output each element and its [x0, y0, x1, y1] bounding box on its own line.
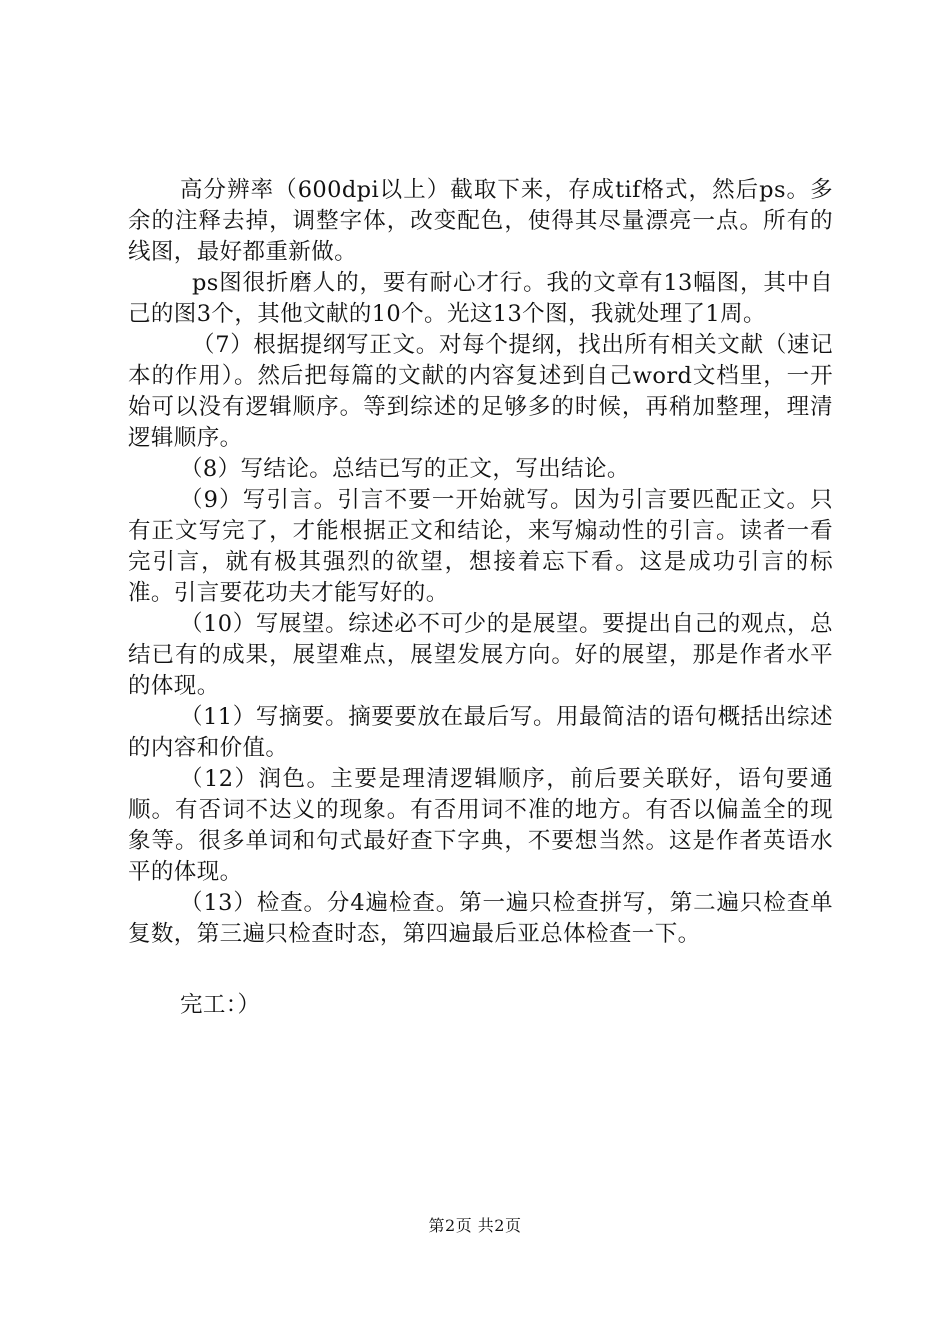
- paragraph-high-resolution: 高分辨率（600dpi以上）截取下来，存成tif格式，然后ps。多余的注释去掉，调整字体，改变配色，使得其尽量漂亮一点。所有的线图，最好都重新做。: [128, 177, 833, 265]
- document-body: [128, 175, 833, 1021]
- paragraph-step-13: （13）检查。分4遍检查。第一遍只检查拼写，第二遍只检查单复数，第三遍只检查时态，第四遍最后亚总体检查一下。: [128, 890, 833, 947]
- page-number-footer: 第2页 共2页: [428, 1216, 522, 1235]
- closing-line: 完工：）: [180, 992, 261, 1018]
- paragraph-step-9: （9）写引言。引言不要一开始就写。因为引言要匹配正文。只有正文写完了，才能根据正文和结论，来写煽动性的引言。读者一看完引言，就有极其强烈的欲望，想接着忘下看。这是成功引言的标准。引言要花功夫才能写好的。: [128, 487, 833, 606]
- paragraph-step-7: （7）根据提纲写正文。对每个提纲，找出所有相关文献（速记本的作用）。然后把每篇的文献的内容复述到自己word文档里，一开始可以没有逻辑顺序。等到综述的足够多的时候，再稍加整理，理清逻辑顺序。: [128, 332, 833, 451]
- paragraph-step-8: （8）写结论。总结已写的正文，写出结论。: [180, 456, 630, 482]
- paragraph-step-12: （12）润色。主要是理清逻辑顺序，前后要关联好，语句要通顺。有否词不达义的现象。有否用词不准的地方。有否以偏盖全的现象等。很多单词和句式最好查下字典，不要想当然。这是作者英语水平的体现。: [128, 766, 833, 885]
- paragraph-ps-figures: ps图很折磨人的，要有耐心才行。我的文章有13幅图，其中自己的图3个，其他文献的10个。光这13个图，我就处理了1周。: [128, 270, 833, 327]
- paragraph-step-11: （11）写摘要。摘要要放在最后写。用最简洁的语句概括出综述的内容和价值。: [128, 704, 833, 761]
- paragraph-step-10: （10）写展望。综述必不可少的是展望。要提出自己的观点，总结已有的成果，展望难点，展望发展方向。好的展望，那是作者水平的体现。: [128, 611, 833, 699]
